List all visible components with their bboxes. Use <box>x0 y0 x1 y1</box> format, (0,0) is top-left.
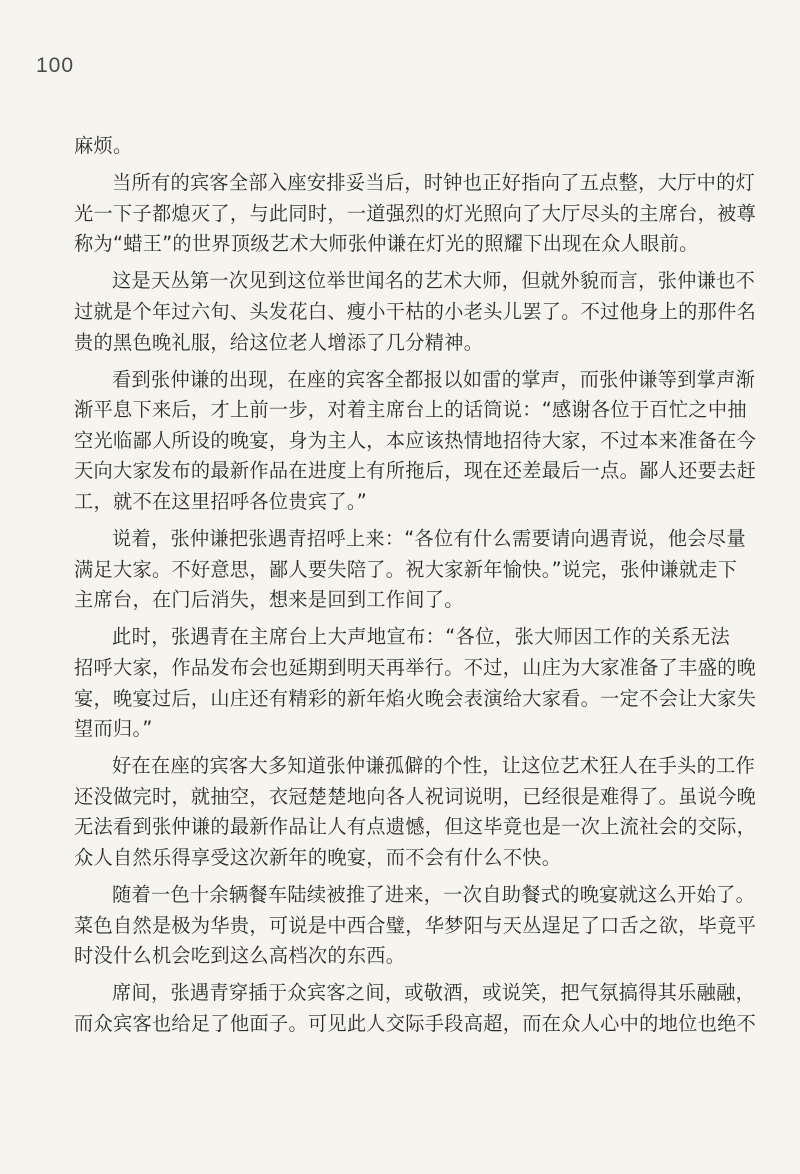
paragraph <box>74 751 757 873</box>
paragraph <box>74 266 757 358</box>
paragraph <box>74 168 757 260</box>
text-line: 招呼大家，作品发布会也延期到明天再举行。不过，山庄为大家准备了丰盛的晚 <box>74 656 757 679</box>
text-line: 满足大家。不好意思，鄙人要失陪了。祝大家新年愉快。”说完，张仲谦就走下 <box>74 557 738 581</box>
text-line: 空光临鄙人所设的晚宴，身为主人，本应该热情地招待大家，不过本来准备在今 <box>74 428 757 452</box>
text-line: 席间，张遇青穿插于众宾客之间，或敬酒，或说笑，把气氛搞得其乐融融， <box>112 981 756 1005</box>
text-line: 此时，张遇青在主席台上大声地宣布：“各位，张大师因工作的关系无法 <box>112 625 730 649</box>
text-line: 众人自然乐得享受这次新年的晚宴，而不会有什么不快。 <box>74 846 562 870</box>
text-line: 麻烦。 <box>74 134 133 157</box>
paragraph <box>74 622 757 744</box>
text-line: 天向大家发布的最新作品在进度上有所拖后，现在还差最后一点。鄙人还要去赶 <box>74 459 757 483</box>
text-line: 菜色自然是极为华贵，可说是中西合璧，华梦阳与天丛逞足了口舌之欲，毕竟平 <box>74 913 757 937</box>
text-line: 随着一色十余辆餐车陆续被推了进来，一次自助餐式的晚宴就这么开始了。 <box>112 883 756 907</box>
text-line: 渐平息下来后，才上前一步，对着主席台上的话筒说：“感谢各位于百忙之中抽 <box>74 398 747 422</box>
text-line: 望而归。” <box>74 717 153 741</box>
paragraph <box>74 880 757 972</box>
text-line: 无法看到张仲谦的最新作品让人有点遗憾，但这毕竟也是一次上流社会的交际， <box>74 815 757 839</box>
text-line: 说着，张仲谦把张遇青招呼上来：“各位有什么需要请向遇青说，他会尽量 <box>112 527 746 551</box>
text-line: 而众宾客也给足了他面子。可见此人交际手段高超，而在众人心中的地位也绝不 <box>74 1012 757 1036</box>
paragraph <box>74 978 757 1039</box>
paragraph <box>74 131 730 162</box>
text-line: 好在在座的宾客大多知道张仲谦孤僻的个性，让这位艺术狂人在手头的工作 <box>112 754 756 778</box>
paragraph <box>74 365 757 518</box>
text-line: 还没做完时，就抽空，衣冠楚楚地向各人祝词说明，已经很是难得了。虽说今晚 <box>74 784 757 808</box>
text-line: 这是天丛第一次见到这位举世闻名的艺术大师，但就外貌而言，张仲谦也不 <box>112 269 756 293</box>
text-line: 时没什么机会吃到这么高档次的东西。 <box>74 944 406 968</box>
text-line: 看到张仲谦的出现，在座的宾客全都报以如雷的掌声，而张仲谦等到掌声渐 <box>112 367 756 391</box>
text-line: 主席台，在门后消失，想来是回到工作间了。 <box>74 588 464 612</box>
text-line: 工，就不在这里招呼各位贵宾了。” <box>74 490 367 514</box>
text-line: 贵的黑色晚礼服，给这位老人增添了几分精神。 <box>74 330 484 354</box>
text-line: 称为“蜡王”的世界顶级艺术大师张仲谦在灯光的照耀下出现在众人眼前。 <box>74 232 699 256</box>
page-number: 100 <box>36 54 75 77</box>
paragraph <box>74 524 746 616</box>
text-line: 过就是个年过六旬、头发花白、瘦小干枯的小老头儿罢了。不过他身上的那件名 <box>74 299 757 323</box>
text-line: 光一下子都熄灭了，与此同时，一道强烈的灯光照向了大厅尽头的主席台，被尊 <box>74 201 757 225</box>
text-line: 当所有的宾客全部入座安排妥当后，时钟也正好指向了五点整，大厅中的灯 <box>112 171 756 195</box>
body-text <box>74 131 757 1040</box>
text-line: 宴，晚宴过后，山庄还有精彩的新年焰火晚会表演给大家看。一定不会让大家失 <box>74 686 757 710</box>
